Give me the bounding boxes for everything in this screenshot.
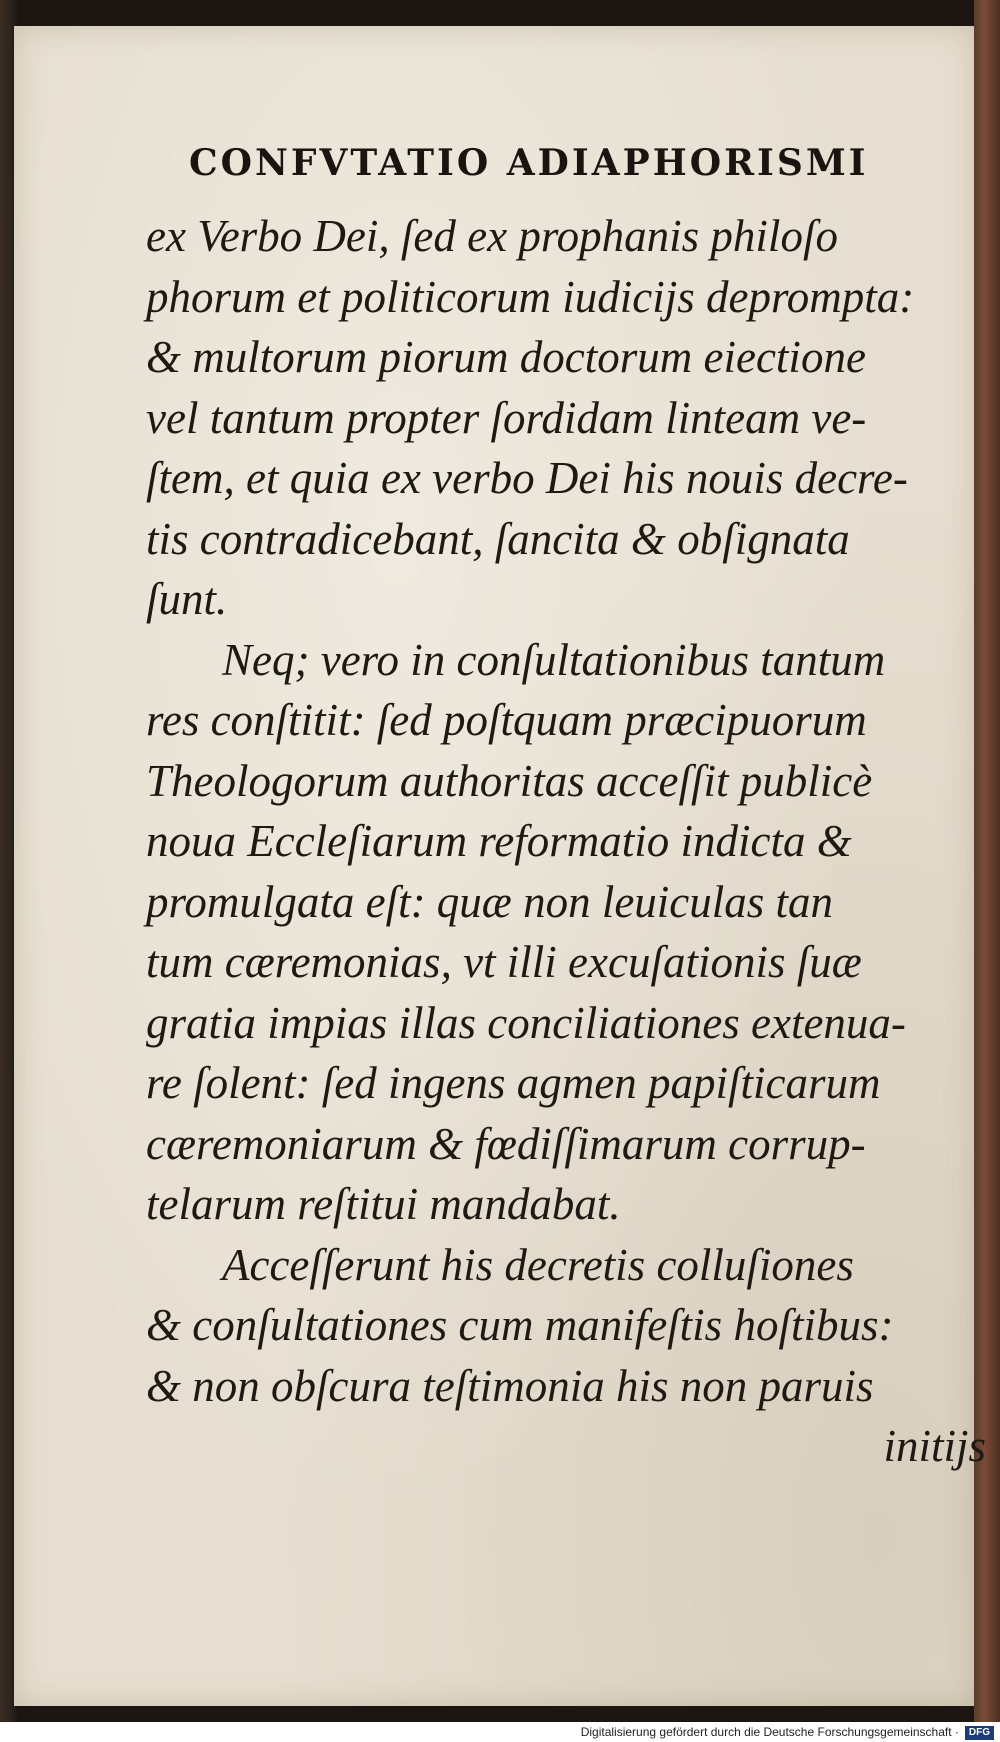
text-line: vel tantum propter ſordidam linteam ve- [146,392,867,443]
text-line: ſtem, et quia ex verbo Dei his nouis decre- [146,453,908,503]
running-head: CONFVTATIO ADIAPHORISMI [189,142,869,184]
text-line: tis contradicebant, ſancita & obſignata [146,513,850,564]
dfg-logo: DFG [965,1726,994,1740]
credit-text: Digitalisierung gefördert durch die Deutsche Forschungsgemeinschaft · [580,1725,959,1739]
text-line: ex Verbo Dei, ſed ex prophanis philoſo [146,211,838,261]
text-line: & conſultationes cum manifeſtis hoſtibus: [146,1300,894,1350]
text-line: noua Eccleſiarum reformatio indicta & [146,816,852,866]
digitization-credit [0,1722,1000,1742]
text-line: phorum et politicorum iudicijs deprompta: [146,271,915,322]
page-text [146,206,986,1477]
text-line: Neq; vero in conſultationibus tantum [222,634,886,685]
text-line: ſunt. [146,574,228,624]
text-line: & multorum piorum doctorum eiectione [146,332,866,382]
text-line: cæremoniarum & fœdiſſimarum corrup- [146,1118,866,1169]
text-line: Acceſſerunt his decretis colluſiones [222,1239,854,1290]
catchword: initijs [883,1421,986,1471]
text-line: re ſolent: ſed ingens agmen papiſticarum [146,1058,881,1108]
text-line: gratia impias illas conciliationes extenua- [146,997,906,1048]
text-line: tum cæremonias, vt illi excuſationis ſuæ [146,937,862,987]
text-line: promulgata eſt: quæ non leuiculas tan [146,876,834,927]
book-page [14,26,986,1706]
text-line: telarum reſtitui mandabat. [146,1179,621,1229]
text-line: res conſtitit: ſed poſtquam præcipuorum [146,695,867,745]
text-line: & non obſcura teſtimonia his non paruis [146,1360,874,1411]
text-line: Theologorum authoritas acceſſit publicè [146,755,873,806]
